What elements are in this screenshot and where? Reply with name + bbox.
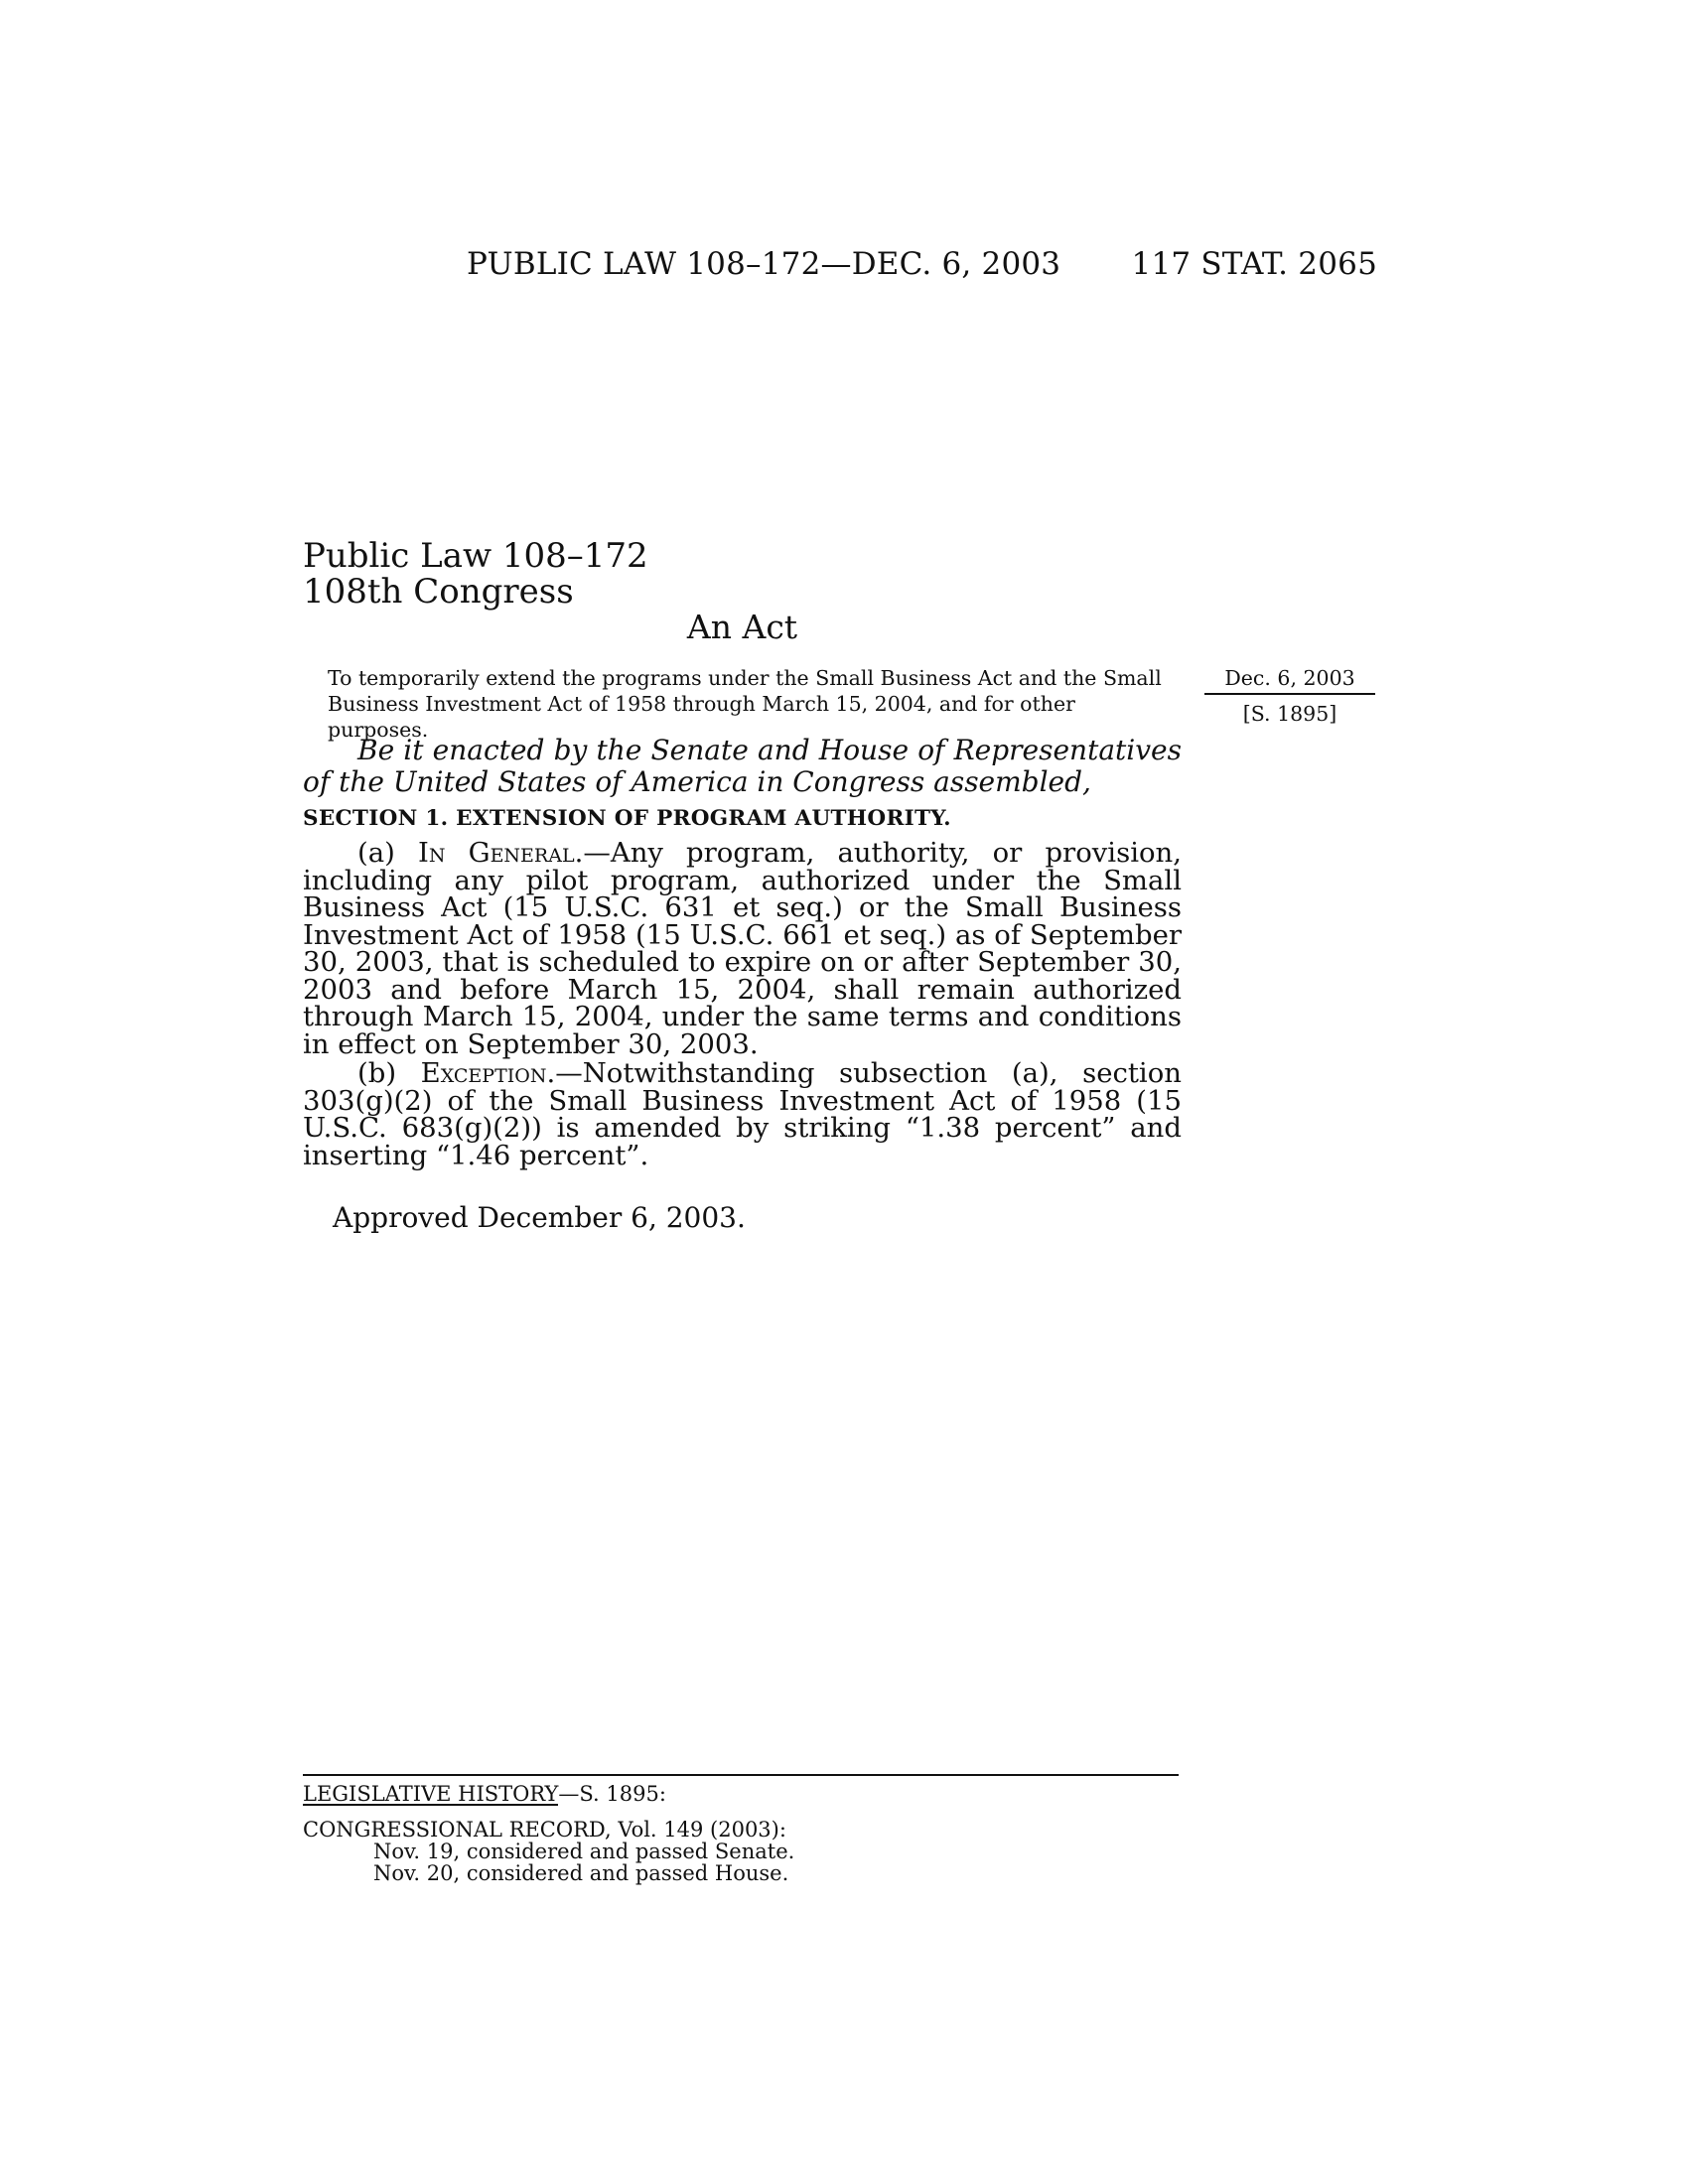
legislative-history-label: LEGISLATIVE HISTORY <box>303 1782 559 1806</box>
congress-number: 108th Congress <box>303 572 574 612</box>
enacting-clause: Be it enacted by the Senate and House of Representatives of the United States of America in Congress assembled, <box>303 734 1182 798</box>
section-heading: SECTION 1. EXTENSION OF PROGRAM AUTHORITY. <box>303 806 951 831</box>
paragraph-b-label: (b) <box>357 1057 421 1089</box>
legislative-history-heading <box>303 1783 666 1806</box>
congressional-record-reference: CONGRESSIONAL RECORD, Vol. 149 (2003): <box>303 1818 786 1842</box>
paragraph-a-label: (a) <box>357 837 418 869</box>
act-title: An Act <box>686 608 798 646</box>
margin-note <box>1204 665 1375 727</box>
footer-divider <box>303 1774 1179 1776</box>
long-title-purpose: To temporarily extend the programs under the Small Business Act and the Small Business Investment Act of 1958 through March 15, 2004, and for other purposes. <box>328 666 1162 742</box>
legislative-action-item: Nov. 20, considered and passed House. <box>373 1861 789 1885</box>
legislative-action-item: Nov. 19, considered and passed Senate. <box>373 1840 795 1863</box>
paragraph-b-heading: Exception. <box>420 1057 556 1089</box>
public-law-number: Public Law 108–172 <box>303 536 648 576</box>
paragraph-b <box>303 1057 1182 1171</box>
paragraph-b-text: —Notwithstanding subsection (a), section 303(g)(2) of the Small Business Investment Act of 1958 (15 U.S.C. 683(g)(2)) is amended by striking “1.38 percent” and inserting “1.46 percent”. <box>303 1057 1182 1171</box>
margin-note-date: Dec. 6, 2003 <box>1204 665 1375 695</box>
margin-note-bill-number: [S. 1895] <box>1242 702 1337 726</box>
running-header-citation: PUBLIC LAW 108–172—DEC. 6, 2003 <box>467 246 1061 282</box>
running-header-stat-page: 117 STAT. 2065 <box>1131 246 1377 282</box>
paragraph-a-text: —Any program, authority, or provision, including any pilot program, authorized under the Small Business Act (15 U.S.C. 631 et seq.) or the Small Business Investment Act of 1958 (15 U.S.C. 661 et seq.) as of September 30, 2003, that is scheduled to expire on or after September 30, 2003 and before March 15, 2004, shall remain authorized through March 15, 2004, under the same terms and conditions in effect on September 30, 2003. <box>303 837 1182 1060</box>
paragraph-a <box>303 837 1182 1060</box>
legislative-history-bill: —S. 1895: <box>558 1782 666 1806</box>
approval-date: Approved December 6, 2003. <box>333 1201 746 1234</box>
paragraph-a-heading: In General. <box>417 837 584 869</box>
